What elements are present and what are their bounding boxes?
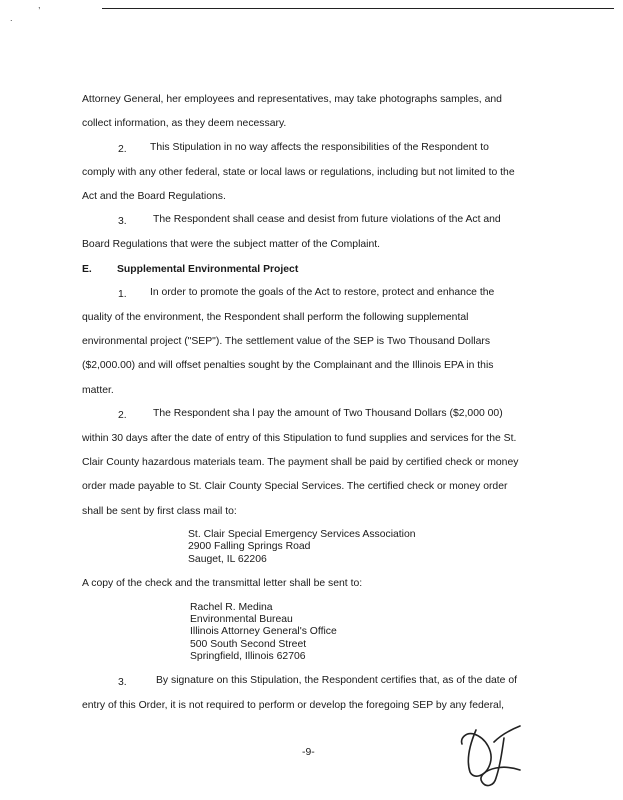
body-line: The Respondent shall cease and desist from future violations of the Act and [153,214,501,225]
paragraph-number: 3. [118,216,127,227]
body-line: quality of the environment, the Respondent shall perform the following supplemental [82,312,469,323]
address-line: Environmental Bureau [190,614,293,625]
paragraph-number: 3. [118,677,127,688]
paragraph-number: 2. [118,144,127,155]
body-line: shall be sent by first class mail to: [82,506,237,517]
address-line: Springfield, Illinois 62706 [190,651,306,662]
section-heading: Supplemental Environmental Project [117,264,299,275]
address-line: Illinois Attorney General's Office [190,626,337,637]
body-line: order made payable to St. Clair County Special Services. The certified check or money order [82,481,508,492]
corner-mark: , [38,0,41,10]
address-line: 2900 Falling Springs Road [188,541,311,552]
body-line: The Respondent sha l pay the amount of Two Thousand Dollars ($2,000 00) [153,408,503,419]
body-line: Act and the Board Regulations. [82,191,226,202]
body-line: Attorney General, her employees and representatives, may take photographs samples, and [82,94,502,105]
address-line: 500 South Second Street [190,639,307,650]
body-line: environmental project ("SEP"). The settlement value of the SEP is Two Thousand Dollars [82,336,491,347]
body-line: collect information, as they deem necessary. [82,118,287,129]
address-line: St. Clair Special Emergency Services Association [188,529,416,540]
paragraph-number: 2. [118,410,127,421]
paragraph-number: 1. [118,289,127,300]
body-line: matter. [82,385,114,396]
body-line: within 30 days after the date of entry of this Stipulation to fund supplies and services for the St. [82,433,517,444]
body-line: Board Regulations that were the subject matter of the Complaint. [82,239,381,250]
body-line: In order to promote the goals of the Act to restore, protect and enhance the [150,287,495,298]
body-line: ($2,000.00) and will offset penalties sought by the Complainant and the Illinois EPA in this [82,360,494,371]
section-letter: E. [82,264,92,275]
corner-mark: . [10,13,13,23]
body-line: This Stipulation in no way affects the responsibilities of the Respondent to [150,142,489,153]
address-line: Rachel R. Medina [190,602,273,613]
body-line: comply with any other federal, state or local laws or regulations, including but not limited to the [82,167,515,178]
top-rule [102,8,614,9]
body-line: entry of this Order, it is not required to perform or develop the foregoing SEP by any federal, [82,700,505,711]
address-line: Sauget, IL 62206 [188,554,267,565]
page-number: -9- [302,747,315,758]
body-line: A copy of the check and the transmittal letter shall be sent to: [82,578,363,589]
initials-signature [456,722,526,790]
body-line: Clair County hazardous materials team. The payment shall be paid by certified check or money [82,457,519,468]
body-line: By signature on this Stipulation, the Respondent certifies that, as of the date of [156,675,518,686]
